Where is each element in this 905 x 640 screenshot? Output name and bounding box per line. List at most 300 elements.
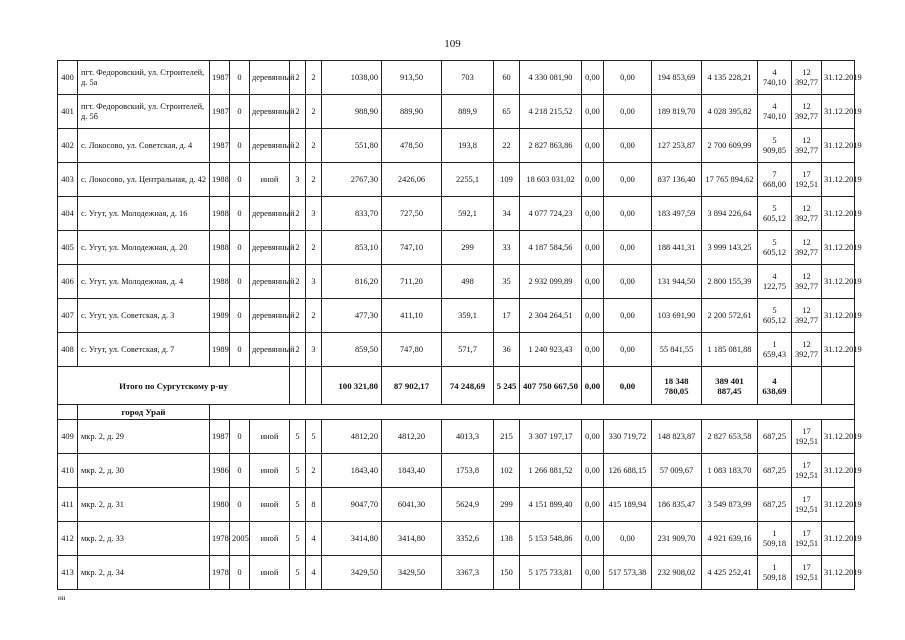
cell-total-cost: 2 304 264,51 — [520, 299, 582, 333]
cell-other-cost: 3 894 226,64 — [702, 197, 758, 231]
cell-repair-year: 0 — [230, 197, 250, 231]
cell-fund-cost: 0,00 — [582, 61, 604, 95]
cell-residents: 102 — [494, 454, 520, 488]
cell-budget-cost: 0,00 — [604, 129, 652, 163]
cell-owners-cost: 103 691,90 — [652, 299, 702, 333]
table-row — [58, 95, 855, 129]
cell-budget-cost: 126 688,15 — [604, 454, 652, 488]
cell-unit-cost: 687,25 — [758, 488, 792, 522]
cell-other-cost: 4 028 395,82 — [702, 95, 758, 129]
cell-residents: 60 — [494, 61, 520, 95]
cell-max-unit-cost: 17 192,51 — [792, 454, 822, 488]
cell-fund-cost: 0,00 — [582, 556, 604, 590]
cell-wall-material: иной — [250, 454, 290, 488]
cell-wall-material: деревянный — [250, 95, 290, 129]
cell-budget-cost: 0,00 — [604, 61, 652, 95]
cell-max-unit-cost: 12 392,77 — [792, 61, 822, 95]
cell-entrances: 2 — [306, 454, 322, 488]
cell-residents: 299 — [494, 488, 520, 522]
cell-build-year: 1988 — [210, 163, 230, 197]
cell-repair-year: 0 — [230, 231, 250, 265]
cell-unit-cost: 4 740,10 — [758, 95, 792, 129]
cell-total-cost: 1 266 881,52 — [520, 454, 582, 488]
cell-repair-year: 0 — [230, 454, 250, 488]
cell-fund-cost: 0,00 — [582, 454, 604, 488]
cell-owners-cost: 231 909,70 — [652, 522, 702, 556]
cell-deadline: 31.12.2019 — [822, 522, 855, 556]
cell-total-area: 853,10 — [322, 231, 382, 265]
cell-deadline: 31.12.2019 — [822, 231, 855, 265]
cell-repair-year: 2005 — [230, 522, 250, 556]
table-row — [58, 333, 855, 367]
footer-mark: нн — [58, 594, 66, 602]
table-row — [58, 129, 855, 163]
cell-row-number: 407 — [58, 299, 78, 333]
cell-total-area: 1038,00 — [322, 61, 382, 95]
cell-budget-cost: 0,00 — [604, 197, 652, 231]
cell-living-area: 478,50 — [382, 129, 442, 163]
cell-address: мкр. 2, д. 29 — [78, 420, 210, 454]
total-area-1: 100 321,80 — [322, 367, 382, 405]
cell-repair-year: 0 — [230, 61, 250, 95]
cell-address: с. Локосово, ул. Центральная, д. 42 — [78, 163, 210, 197]
cell-entrances: 2 — [306, 299, 322, 333]
cell-entrances: 2 — [306, 129, 322, 163]
cell-row-number: 409 — [58, 420, 78, 454]
cell-total-area: 477,30 — [322, 299, 382, 333]
cell-residential-area: 4013,3 — [442, 420, 494, 454]
cell-total-area: 551,80 — [322, 129, 382, 163]
cell-deadline: 31.12.2019 — [822, 129, 855, 163]
table-row — [58, 265, 855, 299]
cell-residential-area: 2255,1 — [442, 163, 494, 197]
cell-residents: 138 — [494, 522, 520, 556]
cell-residential-area: 498 — [442, 265, 494, 299]
cell-living-area: 2426,06 — [382, 163, 442, 197]
cell-unit-cost: 5 605,12 — [758, 231, 792, 265]
cell-repair-year: 0 — [230, 556, 250, 590]
cell-row-number: 401 — [58, 95, 78, 129]
cell-build-year: 1988 — [210, 197, 230, 231]
cell-floors: 2 — [290, 61, 306, 95]
cell-max-unit-cost: 17 192,51 — [792, 522, 822, 556]
total-area-3: 74 248,69 — [442, 367, 494, 405]
cell-repair-year: 0 — [230, 95, 250, 129]
cell-residents: 22 — [494, 129, 520, 163]
cell-row-number: 411 — [58, 488, 78, 522]
total-cost-6: 4 638,69 — [758, 367, 792, 405]
cell-row-number: 412 — [58, 522, 78, 556]
cell-other-cost: 3 999 143,25 — [702, 231, 758, 265]
cell-wall-material: деревянный — [250, 299, 290, 333]
cell-entrances: 2 — [306, 61, 322, 95]
cell-other-cost: 4 921 639,16 — [702, 522, 758, 556]
cell-other-cost: 1 083 183,70 — [702, 454, 758, 488]
table-row — [58, 61, 855, 95]
cell-build-year: 1978 — [210, 556, 230, 590]
cell-wall-material: иной — [250, 522, 290, 556]
cell-repair-year: 0 — [230, 265, 250, 299]
cell-build-year: 1988 — [210, 265, 230, 299]
cell-residential-area: 592,1 — [442, 197, 494, 231]
cell-deadline: 31.12.2019 — [822, 420, 855, 454]
cell-living-area: 3414,80 — [382, 522, 442, 556]
cell-total-area: 4812,20 — [322, 420, 382, 454]
cell-total-cost: 5 153 548,86 — [520, 522, 582, 556]
cell-fund-cost: 0,00 — [582, 333, 604, 367]
cell-entrances: 2 — [306, 163, 322, 197]
cell-max-unit-cost: 12 392,77 — [792, 299, 822, 333]
cell-floors: 2 — [290, 231, 306, 265]
cell-deadline: 31.12.2019 — [822, 95, 855, 129]
cell-owners-cost: 183 497,59 — [652, 197, 702, 231]
cell-other-cost: 4 425 252,41 — [702, 556, 758, 590]
cell-other-cost: 2 800 155,39 — [702, 265, 758, 299]
cell-fund-cost: 0,00 — [582, 129, 604, 163]
cell-address: с. Угут, ул. Советская, д. 3 — [78, 299, 210, 333]
cell-max-unit-cost: 12 392,77 — [792, 129, 822, 163]
cell-floors: 3 — [290, 163, 306, 197]
cell-other-cost: 2 200 572,61 — [702, 299, 758, 333]
cell-max-unit-cost: 12 392,77 — [792, 95, 822, 129]
cell-floors: 2 — [290, 299, 306, 333]
cell-living-area: 4812,20 — [382, 420, 442, 454]
cell-entrances: 3 — [306, 333, 322, 367]
cell-max-unit-cost: 17 192,51 — [792, 163, 822, 197]
cell-total-cost: 4 151 899,40 — [520, 488, 582, 522]
cell-wall-material: деревянный — [250, 197, 290, 231]
cell-address: мкр. 2, д. 30 — [78, 454, 210, 488]
cell-residents: 34 — [494, 197, 520, 231]
cell-wall-material: иной — [250, 420, 290, 454]
total-cost-3: 0,00 — [604, 367, 652, 405]
cell-residential-area: 359,1 — [442, 299, 494, 333]
cell-total-cost: 3 307 197,17 — [520, 420, 582, 454]
cell-deadline: 31.12.2019 — [822, 61, 855, 95]
cell-living-area: 411,10 — [382, 299, 442, 333]
cell-entrances: 2 — [306, 231, 322, 265]
cell-fund-cost: 0,00 — [582, 488, 604, 522]
cell-max-unit-cost: 12 392,77 — [792, 197, 822, 231]
cell-budget-cost: 330 719,72 — [604, 420, 652, 454]
cell-fund-cost: 0,00 — [582, 197, 604, 231]
cell-floors: 5 — [290, 420, 306, 454]
cell-residential-area: 3367,3 — [442, 556, 494, 590]
cell-deadline: 31.12.2019 — [822, 333, 855, 367]
cell-wall-material: иной — [250, 556, 290, 590]
cell-fund-cost: 0,00 — [582, 163, 604, 197]
cell-residents: 65 — [494, 95, 520, 129]
housing-table — [57, 60, 862, 590]
cell-unit-cost: 4 122,75 — [758, 265, 792, 299]
cell-residential-area: 299 — [442, 231, 494, 265]
cell-living-area: 747,10 — [382, 231, 442, 265]
cell-total-area: 3414,80 — [322, 522, 382, 556]
table-row — [58, 163, 855, 197]
table-row — [58, 454, 855, 488]
cell-total-cost: 2 827 863,86 — [520, 129, 582, 163]
cell-row-number: 406 — [58, 265, 78, 299]
cell-residents: 17 — [494, 299, 520, 333]
cell-entrances: 5 — [306, 420, 322, 454]
cell-budget-cost: 0,00 — [604, 231, 652, 265]
cell-entrances: 2 — [306, 95, 322, 129]
cell-row-number: 408 — [58, 333, 78, 367]
cell-fund-cost: 0,00 — [582, 522, 604, 556]
cell-fund-cost: 0,00 — [582, 231, 604, 265]
cell-address: пгт. Федоровский, ул. Строителей, д. 5а — [78, 61, 210, 95]
cell-entrances: 8 — [306, 488, 322, 522]
cell-floors: 2 — [290, 95, 306, 129]
table-row — [58, 556, 855, 590]
cell-total-area: 816,20 — [322, 265, 382, 299]
cell-address: мкр. 2, д. 31 — [78, 488, 210, 522]
cell-owners-cost: 55 841,55 — [652, 333, 702, 367]
cell-residential-area: 3352,6 — [442, 522, 494, 556]
total-people: 5 245 — [494, 367, 520, 405]
cell-owners-cost: 186 835,47 — [652, 488, 702, 522]
cell-wall-material: деревянный — [250, 265, 290, 299]
cell-max-unit-cost: 12 392,77 — [792, 333, 822, 367]
table-row — [58, 522, 855, 556]
cell-address: мкр. 2, д. 34 — [78, 556, 210, 590]
cell-total-cost: 4 330 081,90 — [520, 61, 582, 95]
cell-floors: 5 — [290, 488, 306, 522]
section-title: город Урай — [78, 405, 210, 420]
cell-repair-year: 0 — [230, 163, 250, 197]
cell-residents: 109 — [494, 163, 520, 197]
total-row — [58, 367, 855, 405]
cell-fund-cost: 0,00 — [582, 95, 604, 129]
table-row — [58, 299, 855, 333]
cell-total-area: 1843,40 — [322, 454, 382, 488]
section-row — [58, 405, 855, 420]
cell-floors: 2 — [290, 129, 306, 163]
cell-other-cost: 3 549 873,99 — [702, 488, 758, 522]
cell-wall-material: деревянный — [250, 231, 290, 265]
cell-living-area: 913,50 — [382, 61, 442, 95]
cell-row-number: 410 — [58, 454, 78, 488]
cell-owners-cost: 131 944,50 — [652, 265, 702, 299]
cell-wall-material: иной — [250, 163, 290, 197]
cell-address: с. Угут, ул. Советская, д. 7 — [78, 333, 210, 367]
cell-row-number: 403 — [58, 163, 78, 197]
cell-build-year: 1986 — [210, 454, 230, 488]
cell-owners-cost: 127 253,87 — [652, 129, 702, 163]
cell-deadline: 31.12.2019 — [822, 265, 855, 299]
cell-row-number: 404 — [58, 197, 78, 231]
total-cost-4: 18 348 780,05 — [652, 367, 702, 405]
cell-address: с. Угут, ул. Молодежная, д. 16 — [78, 197, 210, 231]
cell-total-cost: 5 175 733,81 — [520, 556, 582, 590]
cell-living-area: 6041,30 — [382, 488, 442, 522]
cell-budget-cost: 0,00 — [604, 522, 652, 556]
cell-entrances: 4 — [306, 556, 322, 590]
cell-entrances: 4 — [306, 522, 322, 556]
cell-deadline: 31.12.2019 — [822, 163, 855, 197]
cell-wall-material: деревянный — [250, 61, 290, 95]
cell-living-area: 747,80 — [382, 333, 442, 367]
cell-unit-cost: 4 740,10 — [758, 61, 792, 95]
cell-row-number: 413 — [58, 556, 78, 590]
cell-max-unit-cost: 17 192,51 — [792, 488, 822, 522]
cell-owners-cost: 189 819,70 — [652, 95, 702, 129]
cell-total-cost: 4 077 724,23 — [520, 197, 582, 231]
cell-owners-cost: 232 908,02 — [652, 556, 702, 590]
cell-unit-cost: 687,25 — [758, 454, 792, 488]
cell-residential-area: 5624,9 — [442, 488, 494, 522]
cell-deadline: 31.12.2019 — [822, 454, 855, 488]
cell-residents: 215 — [494, 420, 520, 454]
total-cost-5: 389 401 887,45 — [702, 367, 758, 405]
cell-repair-year: 0 — [230, 420, 250, 454]
cell-unit-cost: 5 605,12 — [758, 197, 792, 231]
cell-residents: 35 — [494, 265, 520, 299]
cell-budget-cost: 0,00 — [604, 333, 652, 367]
cell-budget-cost: 0,00 — [604, 299, 652, 333]
cell-fund-cost: 0,00 — [582, 420, 604, 454]
cell-other-cost: 17 765 894,62 — [702, 163, 758, 197]
cell-budget-cost: 517 573,38 — [604, 556, 652, 590]
cell-build-year: 1987 — [210, 420, 230, 454]
cell-max-unit-cost: 17 192,51 — [792, 420, 822, 454]
cell-budget-cost: 0,00 — [604, 95, 652, 129]
cell-wall-material: деревянный — [250, 129, 290, 163]
table-row — [58, 197, 855, 231]
cell-address: с. Локосово, ул. Советская, д. 4 — [78, 129, 210, 163]
cell-floors: 5 — [290, 556, 306, 590]
cell-budget-cost: 0,00 — [604, 265, 652, 299]
cell-total-cost: 4 187 584,56 — [520, 231, 582, 265]
cell-build-year: 1978 — [210, 522, 230, 556]
cell-row-number: 405 — [58, 231, 78, 265]
total-area-2: 87 902,17 — [382, 367, 442, 405]
cell-unit-cost: 687,25 — [758, 420, 792, 454]
total-cost-2: 0,00 — [582, 367, 604, 405]
cell-row-number: 400 — [58, 61, 78, 95]
cell-owners-cost: 188 441,31 — [652, 231, 702, 265]
cell-max-unit-cost: 12 392,77 — [792, 231, 822, 265]
cell-repair-year: 0 — [230, 129, 250, 163]
cell-floors: 2 — [290, 265, 306, 299]
cell-residential-area: 1753,8 — [442, 454, 494, 488]
cell-floors: 2 — [290, 333, 306, 367]
cell-residential-area: 571,7 — [442, 333, 494, 367]
cell-build-year: 1988 — [210, 231, 230, 265]
cell-living-area: 1843,40 — [382, 454, 442, 488]
cell-max-unit-cost: 12 392,77 — [792, 265, 822, 299]
cell-build-year: 1987 — [210, 61, 230, 95]
cell-max-unit-cost: 17 192,51 — [792, 556, 822, 590]
cell-unit-cost: 1 509,18 — [758, 556, 792, 590]
cell-address: с. Угут, ул. Молодежная, д. 20 — [78, 231, 210, 265]
cell-total-area: 9047,70 — [322, 488, 382, 522]
cell-build-year: 1980 — [210, 488, 230, 522]
cell-budget-cost: 415 189,94 — [604, 488, 652, 522]
cell-other-cost: 1 185 081,88 — [702, 333, 758, 367]
cell-other-cost: 2 700 609,99 — [702, 129, 758, 163]
cell-living-area: 711,20 — [382, 265, 442, 299]
cell-residents: 33 — [494, 231, 520, 265]
cell-living-area: 889,90 — [382, 95, 442, 129]
cell-living-area: 727,50 — [382, 197, 442, 231]
cell-fund-cost: 0,00 — [582, 265, 604, 299]
cell-build-year: 1989 — [210, 299, 230, 333]
cell-address: пгт. Федоровский, ул. Строителей, д. 5б — [78, 95, 210, 129]
cell-wall-material: деревянный — [250, 333, 290, 367]
cell-unit-cost: 1 659,43 — [758, 333, 792, 367]
cell-residential-area: 193,8 — [442, 129, 494, 163]
cell-total-cost: 4 218 215,52 — [520, 95, 582, 129]
cell-unit-cost: 1 509,18 — [758, 522, 792, 556]
cell-total-cost: 2 932 099,89 — [520, 265, 582, 299]
cell-wall-material: иной — [250, 488, 290, 522]
cell-unit-cost: 7 668,00 — [758, 163, 792, 197]
cell-owners-cost: 57 009,67 — [652, 454, 702, 488]
table-body-surgut — [58, 61, 862, 367]
cell-residential-area: 703 — [442, 61, 494, 95]
cell-unit-cost: 5 909,85 — [758, 129, 792, 163]
cell-build-year: 1987 — [210, 129, 230, 163]
cell-deadline: 31.12.2019 — [822, 488, 855, 522]
cell-owners-cost: 194 853,69 — [652, 61, 702, 95]
cell-owners-cost: 148 823,87 — [652, 420, 702, 454]
cell-total-area: 3429,50 — [322, 556, 382, 590]
total-label: Итого по Сургутскому р-ну — [58, 367, 290, 405]
cell-other-cost: 2 827 653,58 — [702, 420, 758, 454]
table-body-uray — [58, 420, 862, 590]
cell-total-cost: 18 603 031,02 — [520, 163, 582, 197]
cell-row-number: 402 — [58, 129, 78, 163]
cell-fund-cost: 0,00 — [582, 299, 604, 333]
cell-build-year: 1989 — [210, 333, 230, 367]
table-row — [58, 231, 855, 265]
cell-residents: 150 — [494, 556, 520, 590]
table-total-section — [58, 367, 855, 420]
cell-floors: 5 — [290, 522, 306, 556]
cell-owners-cost: 837 136,40 — [652, 163, 702, 197]
cell-repair-year: 0 — [230, 333, 250, 367]
cell-deadline: 31.12.2019 — [822, 299, 855, 333]
cell-total-area: 859,50 — [322, 333, 382, 367]
cell-deadline: 31.12.2019 — [822, 197, 855, 231]
cell-floors: 5 — [290, 454, 306, 488]
cell-build-year: 1987 — [210, 95, 230, 129]
cell-address: с. Угут, ул. Молодежная, д. 4 — [78, 265, 210, 299]
cell-total-area: 988,90 — [322, 95, 382, 129]
table-row — [58, 488, 855, 522]
total-cost-1: 407 750 667,50 — [520, 367, 582, 405]
cell-entrances: 3 — [306, 265, 322, 299]
cell-total-area: 833,70 — [322, 197, 382, 231]
cell-other-cost: 4 135 228,21 — [702, 61, 758, 95]
cell-living-area: 3429,50 — [382, 556, 442, 590]
cell-residents: 36 — [494, 333, 520, 367]
cell-floors: 2 — [290, 197, 306, 231]
cell-total-area: 2767,30 — [322, 163, 382, 197]
cell-deadline: 31.12.2019 — [822, 556, 855, 590]
cell-entrances: 3 — [306, 197, 322, 231]
cell-budget-cost: 0,00 — [604, 163, 652, 197]
cell-unit-cost: 5 605,12 — [758, 299, 792, 333]
cell-address: мкр. 2, д. 33 — [78, 522, 210, 556]
cell-total-cost: 1 240 923,43 — [520, 333, 582, 367]
cell-repair-year: 0 — [230, 488, 250, 522]
cell-residential-area: 889,9 — [442, 95, 494, 129]
table-row — [58, 420, 855, 454]
page-number: 109 — [444, 38, 461, 50]
cell-repair-year: 0 — [230, 299, 250, 333]
